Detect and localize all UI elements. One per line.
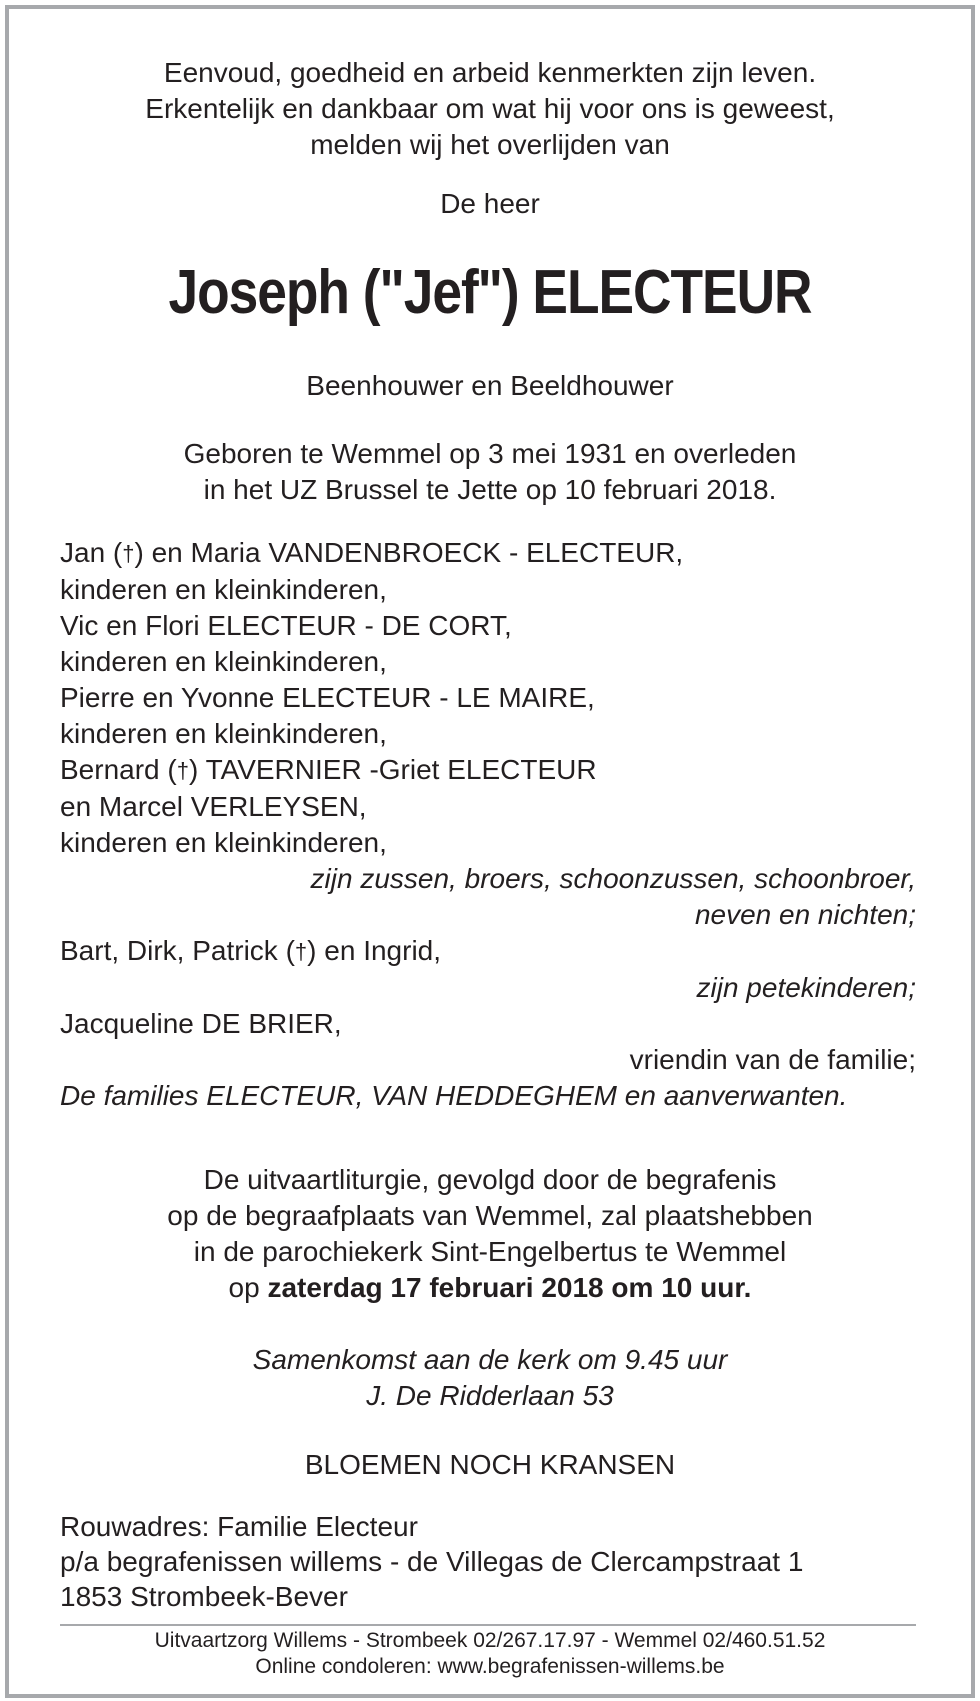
intro-line: melden wij het overlijden van [310, 129, 670, 160]
cross-icon: † [294, 939, 308, 964]
birth-death-text [0, 436, 980, 508]
birth-death-line: in het UZ Brussel te Jette op 10 februari 2018. [203, 474, 777, 505]
family-line: en Marcel VERLEYSEN, [60, 791, 367, 822]
profession: Beenhouwer en Beeldhouwer [306, 370, 674, 401]
address-line: 1853 Strombeek-Bever [60, 1581, 348, 1612]
funeral-line: in de parochiekerk Sint-Engelbertus te Wemmel [193, 1236, 787, 1267]
family-text: ) TAVERNIER -Griet ELECTEUR [188, 754, 597, 785]
family-text: ) en Maria VANDENBROECK - ELECTEUR, [134, 537, 684, 568]
family-role: zijn zussen, broers, schoonzussen, schoonbroer, [310, 863, 916, 894]
deceased-name: Joseph ("Jef") ELECTEUR [168, 258, 812, 327]
footer-line: Online condoleren: www.begrafenissen-willems.be [255, 1655, 725, 1678]
footer-divider [60, 1624, 916, 1626]
gathering-line: J. De Ridderlaan 53 [366, 1380, 614, 1411]
family-line: Vic en Flori ELECTEUR - DE CORT, [60, 610, 512, 641]
intro-text [0, 55, 980, 163]
family-line: kinderen en kleinkinderen, [60, 718, 387, 749]
family-role: neven en nichten; [694, 899, 916, 930]
funeral-details [0, 1162, 980, 1306]
family-text: Bernard ( [60, 754, 177, 785]
family-line [60, 535, 916, 572]
family-line: Pierre en Yvonne ELECTEUR - LE MAIRE, [60, 682, 595, 713]
cross-icon: † [122, 541, 135, 566]
flowers-notice: BLOEMEN NOCH KRANSEN [304, 1449, 676, 1480]
intro-line: Erkentelijk en dankbaar om wat hij voor ons is geweest, [145, 93, 835, 124]
family-role: vriendin van de familie; [629, 1044, 916, 1075]
funeral-date-bold: zaterdag 17 februari 2018 om 10 uur. [267, 1272, 752, 1303]
cross-icon: † [176, 758, 189, 783]
funeral-line: De uitvaartliturgie, gevolgd door de begrafenis [203, 1164, 777, 1195]
family-text: ) en Ingrid, [307, 935, 442, 966]
family-line: kinderen en kleinkinderen, [60, 646, 387, 677]
family-closing: De families ELECTEUR, VAN HEDDEGHEM en aanverwanten. [60, 1080, 848, 1111]
funeral-date [0, 1270, 980, 1306]
funeral-line: op de begraafplaats van Wemmel, zal plaatshebben [167, 1200, 813, 1231]
birth-death-line: Geboren te Wemmel op 3 mei 1931 en overleden [183, 438, 797, 469]
family-line [60, 933, 916, 970]
family-line: kinderen en kleinkinderen, [60, 827, 387, 858]
family-list [60, 535, 916, 1114]
footer [0, 1628, 980, 1680]
salutation: De heer [440, 188, 540, 219]
funeral-date-prefix: op [228, 1272, 268, 1303]
family-line: Jacqueline DE BRIER, [60, 1008, 342, 1039]
family-line: kinderen en kleinkinderen, [60, 574, 387, 605]
family-text: Bart, Dirk, Patrick ( [60, 935, 295, 966]
intro-line: Eenvoud, goedheid en arbeid kenmerkten zijn leven. [163, 57, 817, 88]
mourning-address [60, 1509, 920, 1614]
address-line: p/a begrafenissen willems - de Villegas de Clercampstraat 1 [60, 1546, 804, 1577]
family-line [60, 752, 916, 789]
family-text: Jan ( [60, 537, 123, 568]
footer-line: Uitvaartzorg Willems - Strombeek 02/267.17.97 - Wemmel 02/460.51.52 [154, 1629, 826, 1652]
gathering-line: Samenkomst aan de kerk om 9.45 uur [252, 1344, 728, 1375]
family-role: zijn petekinderen; [696, 972, 916, 1003]
address-line: Rouwadres: Familie Electeur [60, 1511, 418, 1542]
gathering-info [0, 1342, 980, 1414]
